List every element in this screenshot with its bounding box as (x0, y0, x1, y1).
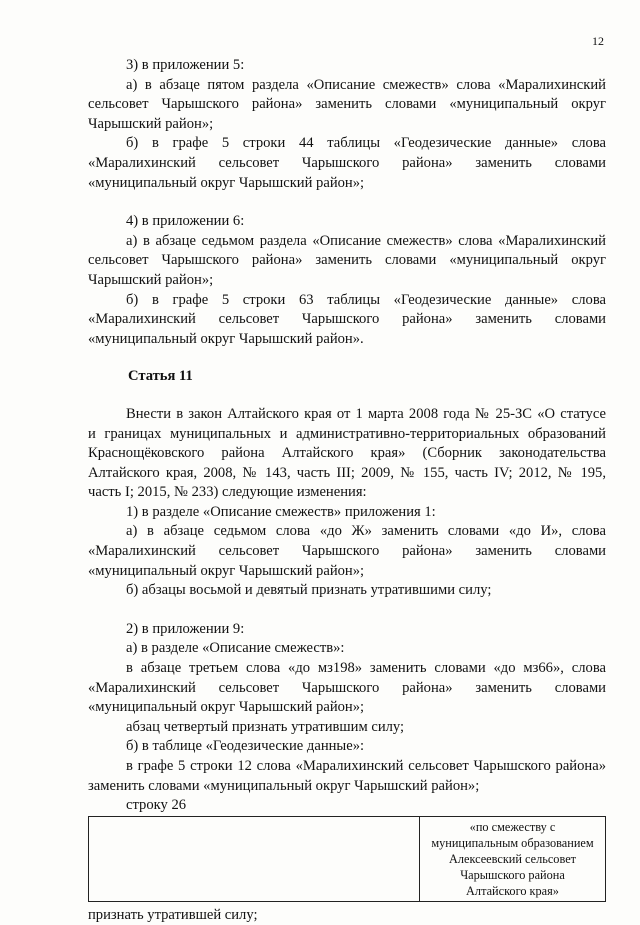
text-line: «муниципальный округ Чарышский район». (88, 330, 364, 347)
table-cell-line: муниципальным образованием (431, 835, 594, 850)
text-blocks (88, 56, 606, 816)
text-line: а) в абзаце седьмом слова «до Ж» заменить словами «до И», слова (126, 523, 606, 540)
text-line: Алтайского края, 2008, № 143, часть III; 2009, № 155, часть IV; 2012, № 195, (88, 464, 606, 481)
text-line: в абзаце третьем слова «до мз198» заменить словами «до мз66», слова (126, 660, 606, 677)
text-line: 1) в разделе «Описание смежеств» приложения 1: (126, 503, 436, 520)
table-cell-line: «по смежеству с (469, 819, 556, 834)
after-table-text: признать утратившей силу; (88, 906, 258, 923)
text-line: 2) в приложении 9: (126, 620, 245, 637)
text-line: абзац четвертый признать утратившим силу; (126, 718, 405, 735)
table-cell-boundary-description (420, 816, 606, 901)
article-heading: Статья 11 (128, 368, 193, 385)
text-line: а) в абзаце пятом раздела «Описание смежеств» слова «Маралихинский (126, 76, 606, 93)
table-cell-line: Алтайского края» (466, 883, 559, 898)
text-line: а) в разделе «Описание смежеств»: (126, 640, 345, 657)
text-line: 4) в приложении 6: (126, 213, 245, 230)
text-line: 3) в приложении 5: (126, 57, 245, 73)
paragraph-gap (88, 193, 606, 212)
text-line: строку 26 (126, 797, 187, 814)
document-body (88, 56, 606, 925)
text-line: «Маралихинский сельсовет Чарышского района» заменить словами (88, 311, 606, 328)
text-line: Внести в закон Алтайского края от 1 марта 2008 года № 25-ЗС «О статусе (126, 405, 606, 422)
text-line: Краснощёковского района Алтайского края» (Сборник законодательства (88, 445, 606, 462)
paragraph-gap (88, 601, 606, 620)
text-line: «Маралихинский сельсовет Чарышского района» заменить словами (88, 679, 606, 696)
text-line: часть I; 2015, № 233) следующие изменения: (88, 484, 367, 501)
text-line: в графе 5 строки 12 слова «Маралихинский сельсовет Чарышского района» (126, 758, 606, 774)
text-line: «муниципальный округ Чарышский район»; (88, 174, 365, 191)
table-row (89, 816, 606, 901)
text-line: б) в графе 5 строки 44 таблицы «Геодезические данные» слова (126, 135, 606, 152)
text-line: Чарышский район»; (88, 271, 214, 288)
text-line: б) в таблице «Геодезические данные»: (126, 738, 365, 755)
text-line: заменить словами «муниципальный округ Чарышский район»; (88, 777, 480, 794)
table-cell-empty (89, 816, 420, 901)
page-number: 12 (592, 34, 604, 48)
geodetic-table-row-26 (88, 816, 606, 902)
text-line: «муниципальный округ Чарышский район»; (88, 699, 365, 716)
text-line: «муниципальный округ Чарышский район»; (88, 562, 365, 579)
table-cell-line: Алексеевский сельсовет (448, 851, 577, 866)
text-line: «Маралихинский сельсовет Чарышского района» заменить словами (88, 543, 606, 560)
text-line: б) абзацы восьмой и девятый признать утратившими силу; (126, 582, 492, 599)
text-line: «Маралихинский сельсовет Чарышского района» заменить словами (88, 154, 606, 171)
text-line: б) в графе 5 строки 63 таблицы «Геодезические данные» слова (126, 291, 606, 308)
text-line: и границах муниципальных и административно-территориальных образований (88, 425, 606, 442)
text-line: сельсовет Чарышского района» заменить словами «муниципальный округ (88, 96, 606, 113)
table-cell-line: Чарышского района (460, 867, 565, 882)
text-line: сельсовет Чарышского района» заменить словами «муниципальный округ (88, 252, 606, 269)
text-line: а) в абзаце седьмом раздела «Описание смежеств» слова «Маралихинский (126, 232, 606, 249)
text-line: Чарышский район»; (88, 115, 214, 132)
